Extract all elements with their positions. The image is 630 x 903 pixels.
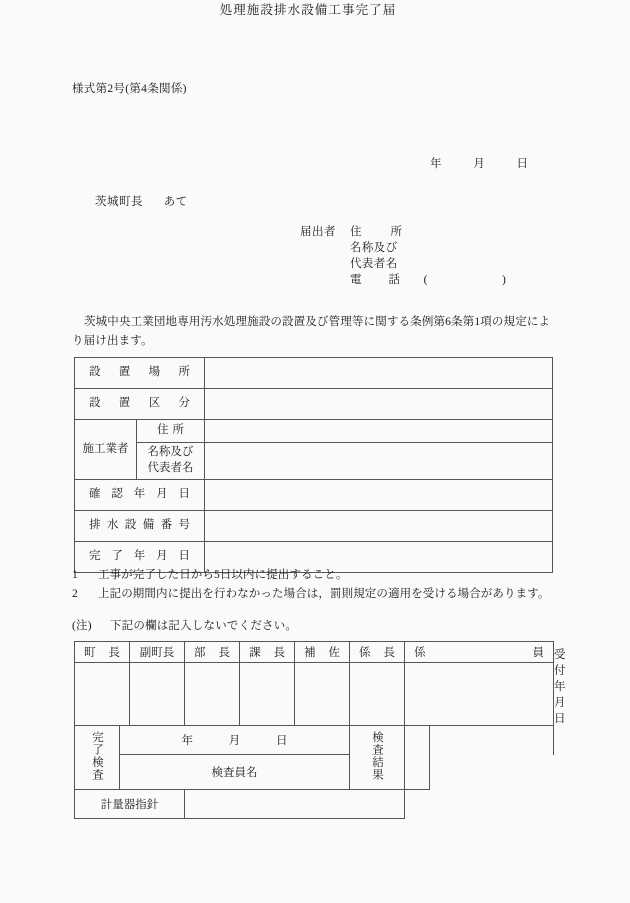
table-row-contractor-address: [75, 420, 553, 443]
submitter-address-label: 住 所: [350, 226, 403, 238]
row-value-contractor-address[interactable]: [205, 420, 553, 443]
attention-marker: (注): [72, 620, 92, 632]
approval-table: [74, 641, 566, 819]
approval-header-section-chief: 課長: [240, 642, 295, 663]
row-value-contractor-name[interactable]: [205, 443, 553, 480]
approval-header-deputy-mayor: 副町長: [130, 642, 185, 663]
notes-list: [72, 566, 572, 604]
inspection-date-day: 日: [276, 735, 288, 747]
table-row-contractor-name: [75, 443, 553, 480]
submitter-name-row-1: [300, 240, 516, 256]
signature-cell-section-chief[interactable]: [240, 663, 295, 726]
inspection-date-cell[interactable]: [120, 726, 350, 755]
signature-cell-assistant[interactable]: [295, 663, 350, 726]
submitter-address-row: [300, 224, 516, 240]
meter-row: [75, 790, 554, 819]
row-label-install-location: 設置場所: [75, 358, 205, 389]
row-label-confirm-date: 確認年月日: [75, 480, 205, 511]
inspector-name-row: [75, 755, 554, 790]
inspector-name-cell[interactable]: [120, 755, 350, 790]
addressee-suffix: あて: [163, 196, 188, 208]
submitter-name-row-2: [300, 256, 516, 272]
row-label-drainage-number: 排水設備番号: [75, 511, 205, 542]
table-row-drainage-number: [75, 511, 553, 542]
date-line: [430, 155, 528, 171]
note-number: 1: [72, 569, 78, 581]
row-label-install-category: 設置区分: [75, 389, 205, 420]
inspection-label: 完了検査: [75, 726, 120, 790]
table-row-confirm-date: [75, 480, 553, 511]
submitter-name-label-line1: 名称及び: [350, 242, 398, 254]
row-label-contractor: 施工業者: [75, 420, 137, 480]
attention-text: 下記の欄は記入しないでください。: [109, 620, 298, 632]
form-number: 様式第2号(第4条関係): [72, 83, 187, 95]
note-text: 上記の期間内に提出を行わなかった場合は，罰則規定の適用を受ける場合があります。: [98, 588, 550, 600]
row-value-install-category[interactable]: [205, 389, 553, 420]
inspection-date-month: 月: [228, 735, 241, 747]
approval-header-staff: 係員: [405, 642, 554, 663]
signature-cell-deputy-mayor[interactable]: [130, 663, 185, 726]
approval-signature-row: [75, 663, 554, 726]
signature-cell-department-chief[interactable]: [185, 663, 240, 726]
receipt-date-label: 受付年月日: [554, 649, 566, 725]
page-title: 処理施設排水設備工事完了届: [219, 3, 397, 17]
note-item: [72, 566, 572, 585]
table-row-install-location: [75, 358, 553, 389]
signature-cell-mayor[interactable]: [75, 663, 130, 726]
inspection-result-value[interactable]: [405, 726, 430, 790]
row-value-confirm-date[interactable]: [205, 480, 553, 511]
inspection-date-year: 年: [181, 735, 193, 747]
table-row-install-category: [75, 389, 553, 420]
approval-header-assistant: 補佐: [295, 642, 350, 663]
date-year-label: 年: [430, 158, 442, 170]
signature-cell-subsection-chief[interactable]: [350, 663, 405, 726]
submitter-block: [300, 224, 516, 288]
addressee-office: 茨城町長: [95, 196, 143, 208]
date-month-label: 月: [473, 158, 485, 170]
meter-label: 計量器指針: [75, 790, 185, 819]
note-item: [72, 585, 572, 604]
note-number: 2: [72, 588, 78, 600]
submitter-label: 届出者: [300, 226, 336, 238]
submitter-phone-row: [300, 272, 516, 288]
submitter-phone-parens: ( ): [423, 274, 516, 286]
attention-line: [72, 617, 297, 633]
approval-header-subsection-chief: 係長: [350, 642, 405, 663]
approval-header-mayor: 町長: [75, 642, 130, 663]
submitter-name-label-line2: 代表者名: [350, 258, 398, 270]
inspection-date-row: [75, 726, 554, 755]
signature-cell-staff[interactable]: [405, 663, 554, 726]
note-text: 工事が完了した日から5日以内に提出すること。: [98, 569, 348, 581]
submitter-phone-label: 電 話 ( ): [350, 274, 516, 286]
body-paragraph: 茨城中央工業団地専用汚水処理施設の設置及び管理等に関する条例第6条第1項の規定により届け出ます。: [72, 316, 551, 347]
sub-label-contractor-name: 名称及び 代表者名: [137, 443, 205, 480]
row-value-drainage-number[interactable]: [205, 511, 553, 542]
date-day-label: 日: [516, 158, 528, 170]
inspection-result-label: 検査結果: [350, 726, 405, 790]
sub-label-contractor-address: 住所: [137, 420, 205, 443]
row-label-completion-date: 完了年月日: [75, 542, 205, 573]
addressee: [95, 193, 188, 209]
main-form-table: [74, 357, 553, 573]
approval-header-department-chief: 部長: [185, 642, 240, 663]
approval-header-row: [75, 642, 554, 663]
row-value-install-location[interactable]: [205, 358, 553, 389]
inspector-name-label: 検査員名: [211, 767, 258, 779]
meter-value[interactable]: [185, 790, 405, 819]
